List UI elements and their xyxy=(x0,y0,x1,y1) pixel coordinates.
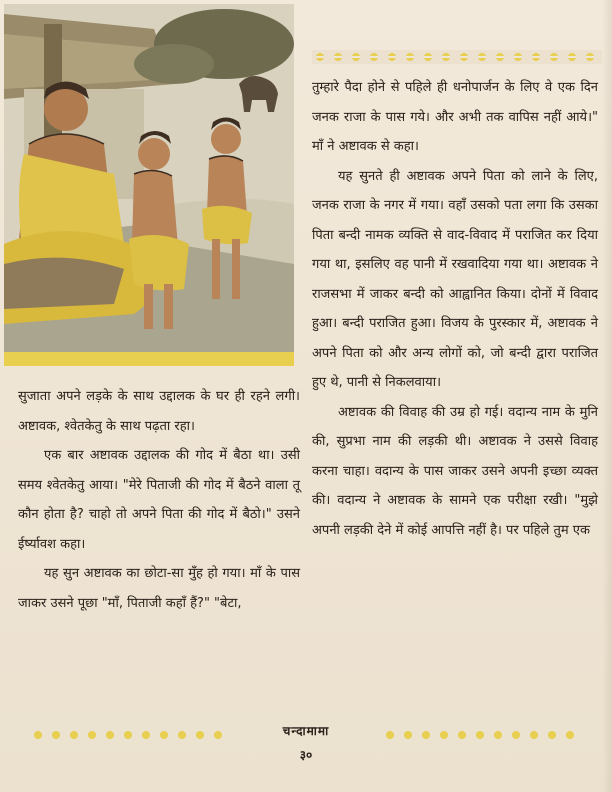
right-paragraph-1: तुम्हारे पैदा होने से पहिले ही धनोपार्जन के लिए वे एक दिन जनक राजा के पास गये। और अभी तक वापिस नहीं आये।" माँ ने अष्टावक से कहा। xyxy=(312,80,598,154)
page-number: ३० xyxy=(299,748,313,762)
left-paragraph-3: यह सुन अष्टावक का छोटा-सा मुँह हो गया। माँ के पास जाकर उसने पूछा "माँ, पिताजी कहाँ हैं?" "बेटा, xyxy=(18,566,300,611)
left-paragraph-1: सुजाता अपने लड़के के साथ उद्दालक के घर ही रहने लगी। अष्टावक, श्वेतकेतु के साथ पढ़ता रहा। xyxy=(18,389,300,434)
illustration-drawing xyxy=(4,4,294,354)
ornament-band-top xyxy=(312,50,602,64)
left-paragraph-2: एक बार अष्टावक उद्दालक की गोद में बैठा था। उसी समय श्वेतकेतु आया। "मेरे पिताजी की गोद में बैठने वाला तू कौन होता है? चाहो तो अपने पिता की गोद में बैठो।" उसने ईर्ष्यावश कहा। xyxy=(18,448,300,552)
ornament-pattern xyxy=(312,50,602,64)
paper-edge-shadow xyxy=(602,0,612,792)
magazine-title: चन्दामामा xyxy=(282,724,330,738)
right-text-column xyxy=(312,73,598,545)
illustration-yellow-border xyxy=(4,352,294,366)
left-text-column xyxy=(18,382,300,618)
story-illustration xyxy=(4,4,294,366)
right-paragraph-3: अष्टावक की विवाह की उम्र हो गई। वदान्य नाम के मुनि की, सुप्रभा नाम की लड़की थी। अष्टावक ने उससे विवाह करना चाहा। वदान्य के पास जाकर उसने अपनी इच्छा व्यक्त की। वदान्य ने अष्टावक के सामने एक परीक्षा रखी। "मुझे अपनी लड़की देने में कोई आपत्ति नहीं है। पर पहिले तुम एक xyxy=(312,404,598,538)
right-paragraph-2: यह सुनते ही अष्टावक अपने पिता को लाने के लिए, जनक राजा के नगर में गया। वहाँ उसको पता लगा कि उसका पिता बन्दी नामक व्यक्ति से वाद-विवाद में पराजित कर दिया गया था, इसलिए वह पानी में रखवादिया गया था। अष्टावक ने राजसभा में जाकर बन्दी को आह्वानित किया। दोनों में विवाद हुआ। बन्दी पराजित हुआ। विजय के पुरस्कार में, अष्टावक ने अपने पिता को और अन्य लोगों को, जो बन्दी द्वारा पराजित हुए थे, पानी से निकलवाया। xyxy=(312,168,598,390)
